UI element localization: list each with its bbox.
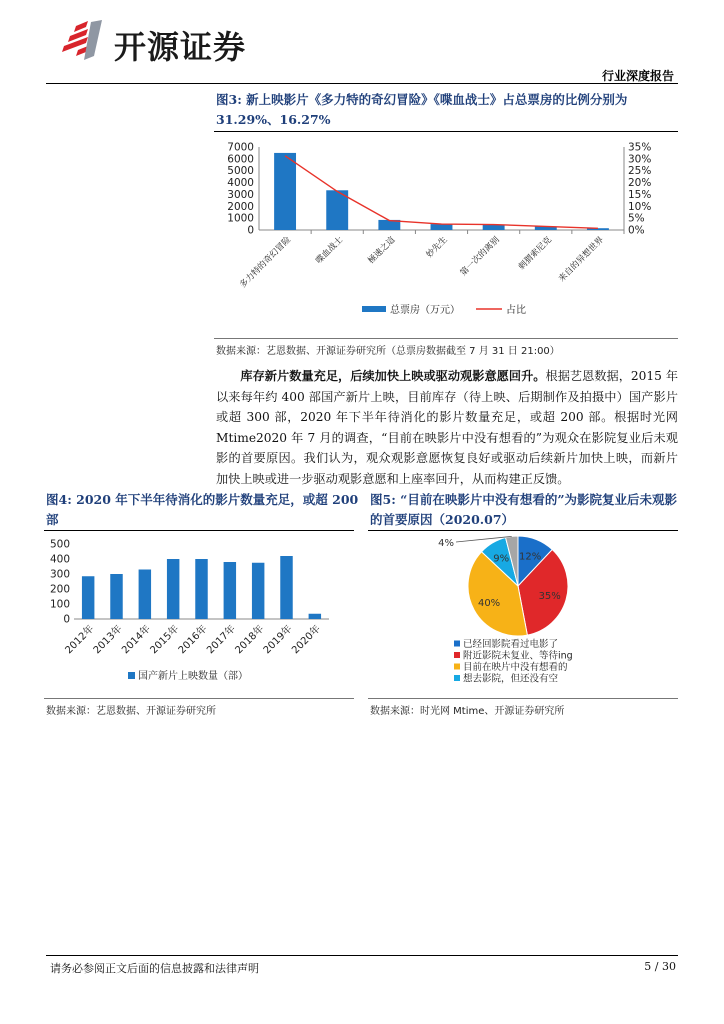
x-category-label: 2020年 (290, 623, 323, 657)
logo (58, 18, 278, 66)
chart-reasons-pie (368, 535, 688, 695)
y-tick-label: 0 (63, 613, 70, 626)
bar-new-films (280, 556, 292, 619)
y-right-tick-label: 25% (628, 165, 652, 178)
y-left-tick-label: 5000 (227, 165, 254, 178)
x-category-label: 2012年 (63, 623, 97, 657)
y-right-tick-label: 0% (628, 224, 645, 237)
y-tick-label: 300 (49, 568, 70, 581)
legend-label: 想去影院，但还没有空 (463, 673, 559, 685)
y-right-tick-label: 30% (628, 153, 652, 166)
fig4-source: 数据来源：艺恩数据、开源证券研究所 (46, 706, 216, 717)
x-category-label: 2017年 (205, 623, 238, 657)
legend-label: 已经回影院看过电影了 (463, 639, 559, 650)
bar-new-films (82, 576, 94, 619)
y-right-tick-label: 10% (628, 200, 652, 213)
fig4-title-rule (44, 530, 354, 531)
x-category-label: 2016年 (176, 623, 210, 657)
y-tick-label: 500 (49, 538, 70, 551)
legend-swatch (454, 652, 460, 658)
fig4-bottom-rule (44, 698, 354, 699)
pie-label: 40% (477, 597, 501, 609)
legend-label-bar: 总票房（万元） (390, 305, 460, 316)
y-left-tick-label: 0 (247, 224, 254, 237)
footer-disclaimer: 请务必参阅正文后面的信息披露和法律声明 (50, 962, 259, 975)
x-category-label: 多力特的奇幻冒险 (238, 235, 294, 291)
bar-box-office (274, 153, 296, 230)
x-category-label: 極速之這 (366, 235, 398, 267)
y-left-tick-label: 2000 (227, 200, 254, 213)
y-tick-label: 100 (49, 598, 70, 611)
bar-new-films (224, 562, 236, 619)
chart-new-films (44, 535, 364, 695)
paragraph-text: 根据艺恩数据，2015 年以来每年约 400 部国产新片上映，目前库存（待上映、后期制作及拍摄中）国产影片或超 300 部，2020 年下半年待消化的影片数量充足，或超 200 部。根据时光网 Mtime2020 年 7 月的调查，“目前在映影片中没有想看的”为观众在影院复业后未观影的首要原因。我们认为，观众观影意愿恢复良好或驱动后续新片加快上映，而新片加快上映或进一步驱动观影意愿和上座率回升，从而构建正反馈。 (216, 369, 679, 486)
x-category-label: 2019年 (261, 623, 295, 657)
y-left-tick-label: 4000 (227, 177, 254, 190)
x-category-label: 妙先生 (424, 235, 450, 261)
pie-label: 4% (438, 538, 454, 549)
fig3-bottom-rule (214, 338, 678, 339)
fig3-title-rule (214, 131, 678, 132)
legend-swatch (128, 672, 135, 679)
paragraph-lead: 库存新片数量充足，后续加快上映或驱动观影意愿回升。 (240, 369, 546, 383)
x-category-label: 2014年 (120, 623, 153, 657)
y-right-tick-label: 35% (628, 141, 652, 154)
x-category-label: 来自的异想世界 (556, 235, 607, 285)
y-left-tick-label: 6000 (227, 153, 254, 166)
legend-swatch (454, 664, 460, 670)
chart-box-office-share (214, 135, 684, 340)
fig3-title: 图3: 新上映影片《多力特的奇幻冒险》《喋血战士》占总票房的比例分别为 31.29%、16.27% (216, 92, 628, 127)
y-left-tick-label: 1000 (227, 212, 254, 225)
bar-new-films (167, 559, 179, 619)
fig3-source: 数据来源：艺恩数据、开源证券研究所（总票房数据截至 7 月 31 日 21:00） (216, 346, 560, 357)
bar-new-films (110, 574, 122, 619)
x-category-label: 喋血战士 (314, 235, 346, 267)
bar-new-films (309, 614, 321, 619)
logo-mark-icon (58, 18, 108, 64)
bar-new-films (139, 570, 151, 620)
y-tick-label: 400 (49, 553, 70, 566)
y-tick-label: 200 (49, 583, 70, 596)
fig5-title: 图5: “目前在映影片中没有想看的”为影院复业后未观影的首要原因（2020.07） (370, 492, 678, 527)
bar-new-films (252, 563, 264, 619)
legend-swatch (454, 641, 460, 647)
legend-label: 目前在映片中没有想看的 (463, 662, 568, 673)
legend-swatch (454, 675, 460, 681)
header-rule (46, 83, 678, 84)
x-category-label: 刺猬索尼克 (516, 235, 554, 273)
footer-rule (46, 955, 678, 956)
body-paragraph (216, 366, 678, 489)
fig5-source: 数据来源：时光网 Mtime、开源证券研究所 (370, 706, 565, 717)
pie-label: 9% (493, 553, 510, 565)
fig5-bottom-rule (368, 698, 678, 699)
pie-label: 12% (519, 551, 542, 563)
y-left-tick-label: 3000 (227, 188, 254, 201)
y-right-tick-label: 5% (628, 212, 645, 225)
legend-swatch-bar (362, 306, 386, 312)
x-category-label: 2013年 (91, 623, 125, 657)
y-left-tick-label: 7000 (227, 141, 254, 154)
y-right-tick-label: 15% (628, 188, 652, 201)
bar-new-films (195, 559, 207, 619)
bar-box-office (431, 224, 453, 230)
x-category-label: 2015年 (148, 623, 182, 657)
pie-label: 35% (538, 591, 561, 603)
x-category-label: 第一次的离别 (458, 235, 502, 279)
legend-label: 国产新片上映数量（部） (138, 671, 248, 682)
legend-label-line: 占比 (506, 305, 526, 316)
report-type: 行业深度报告 (601, 69, 674, 83)
legend-label: 附近影院未复业、等待ing (463, 650, 573, 662)
y-right-tick-label: 20% (628, 177, 652, 190)
fig5-title-rule (368, 530, 678, 531)
logo-text: 开源证券 (114, 28, 247, 66)
fig4-title: 图4: 2020 年下半年待消化的影片数量充足，或超 200 部 (46, 492, 359, 527)
page-number: 5 / 30 (644, 960, 676, 973)
x-category-label: 2018年 (233, 623, 267, 657)
